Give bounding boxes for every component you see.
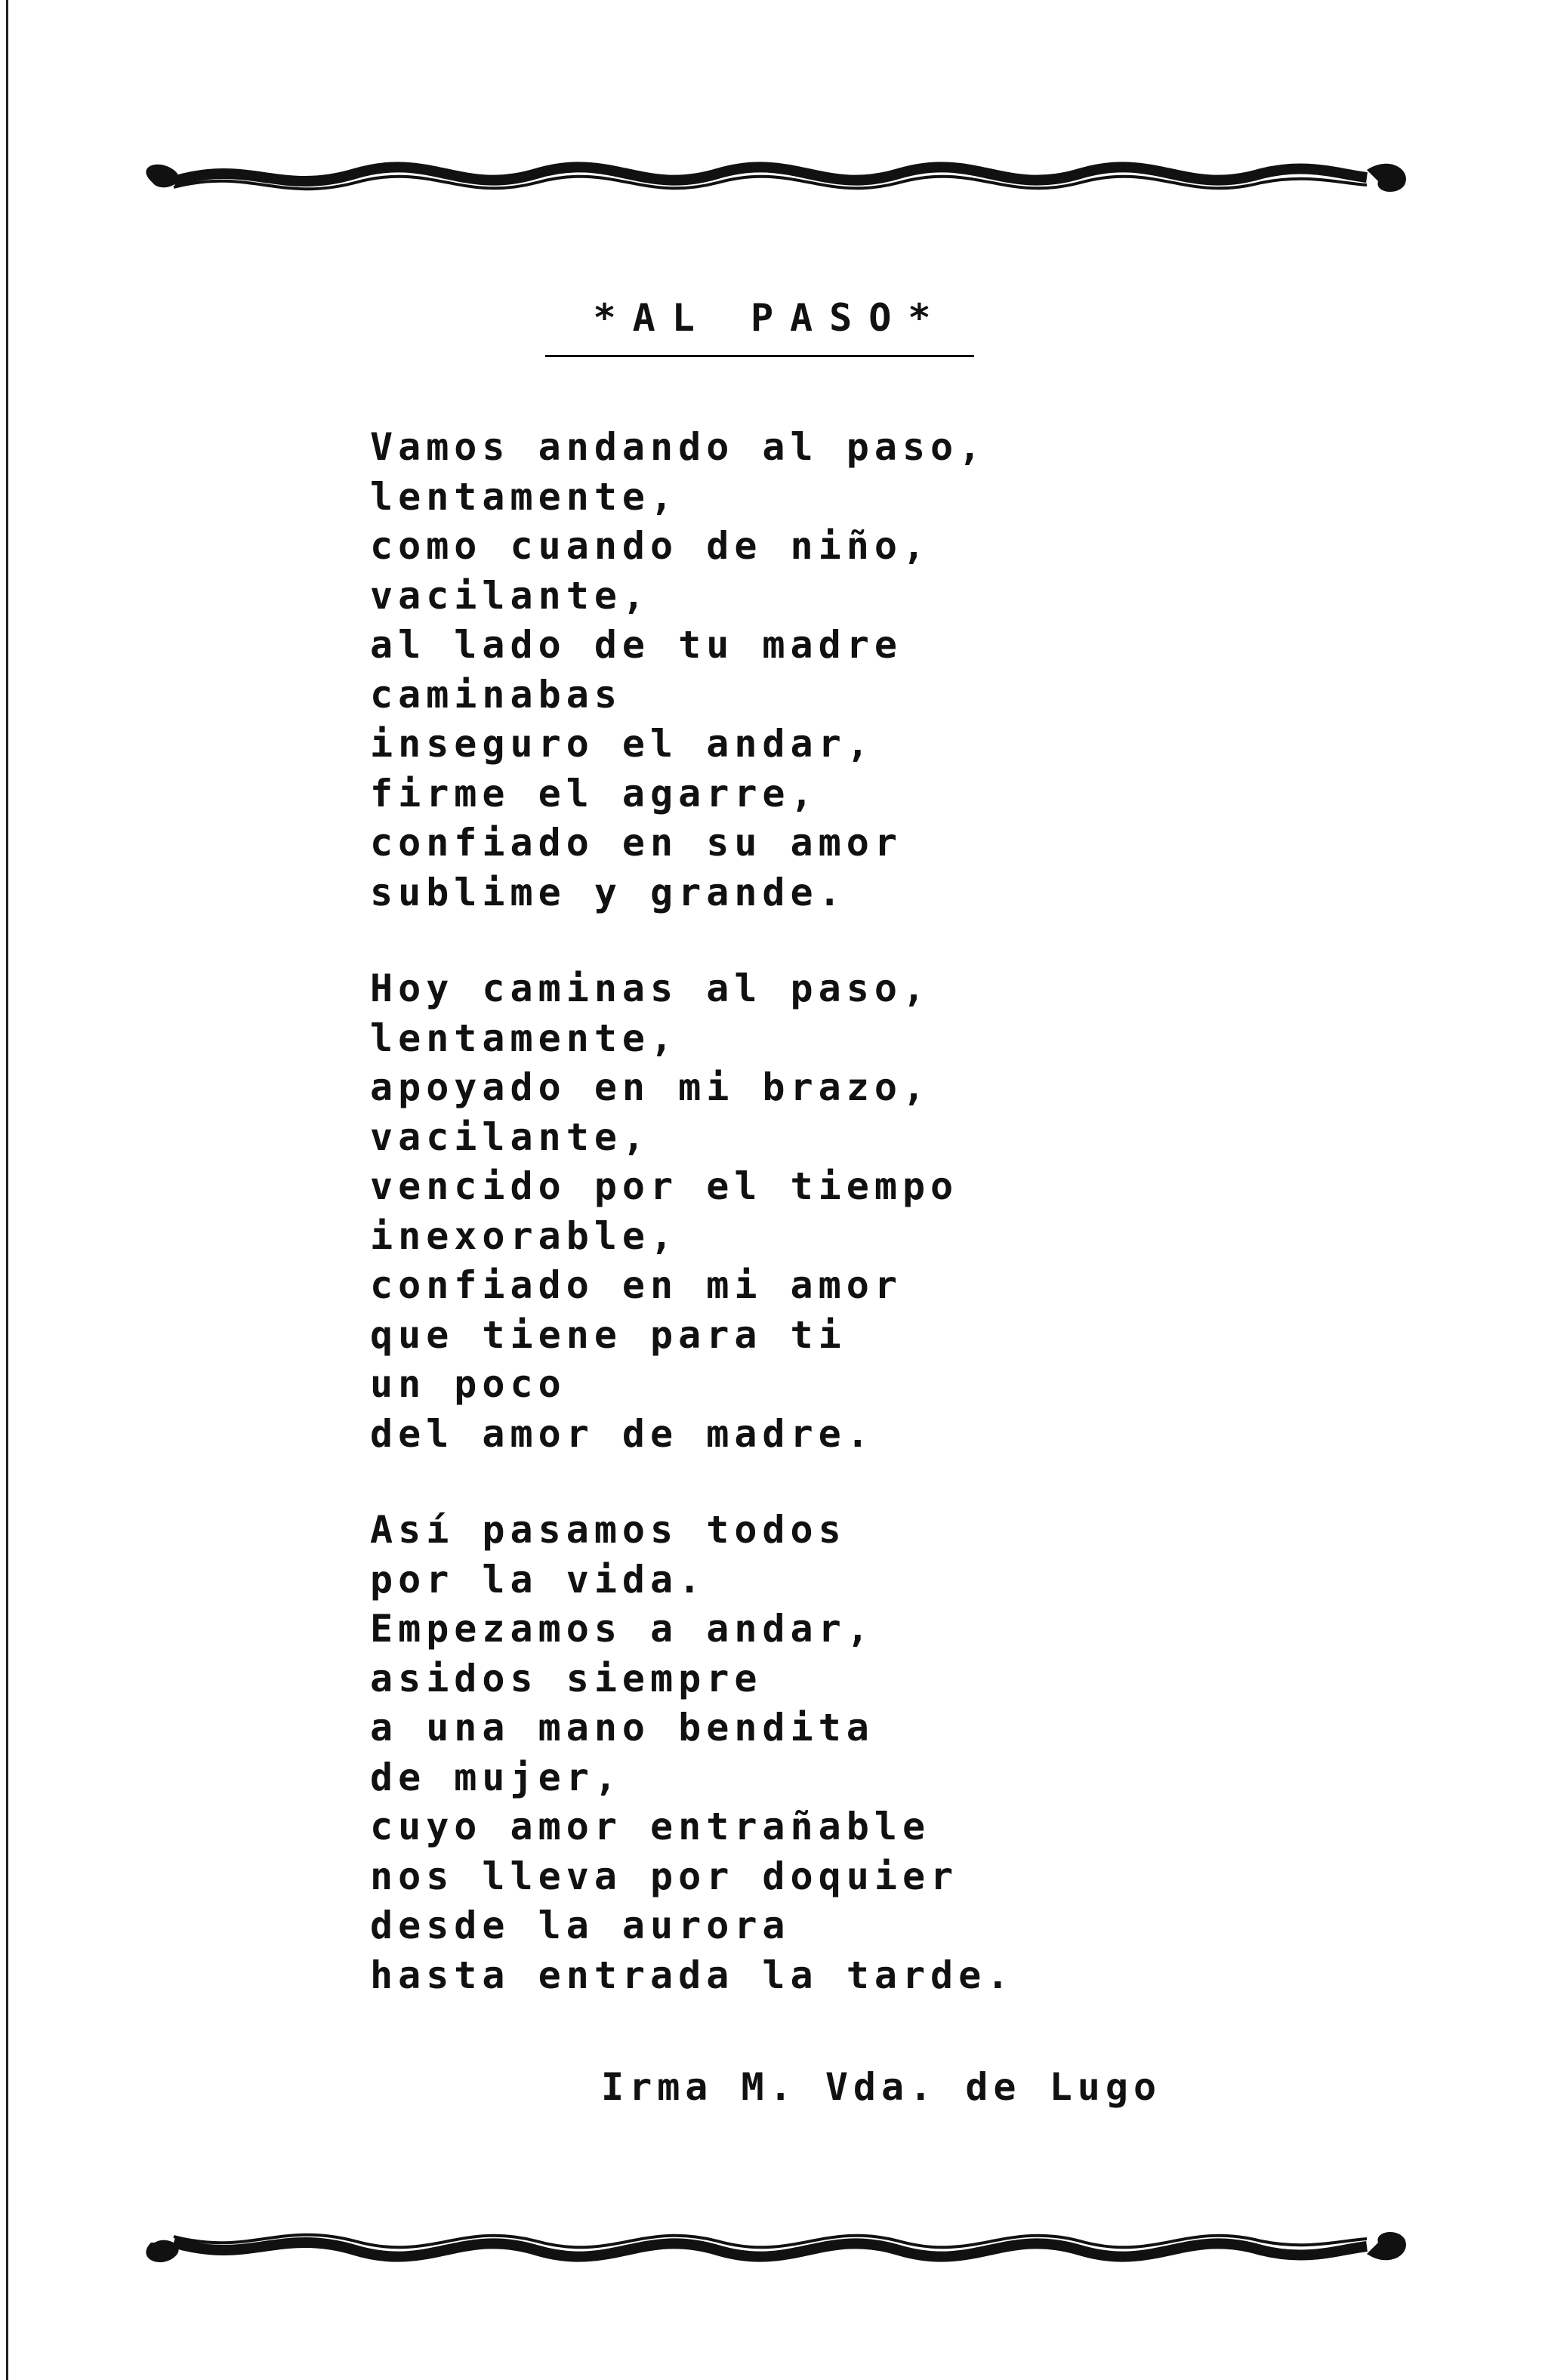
poem-line: Empezamos a andar,: [370, 1607, 874, 1651]
stanza-1: [370, 423, 1465, 917]
poem-line: lentamente,: [370, 474, 679, 519]
poem-line: firme el agarre,: [370, 771, 819, 815]
stanza-3: [370, 1506, 1465, 2000]
poem-line: que tiene para ti: [370, 1312, 847, 1357]
poem-line: a una mano bendita: [370, 1706, 874, 1750]
poem-line: hasta entrada la tarde.: [370, 1953, 1015, 1997]
poem-line: vencido por el tiempo: [370, 1164, 959, 1208]
poem-line: confiado en mi amor: [370, 1263, 902, 1307]
poem-line: desde la aurora: [370, 1904, 791, 1947]
poem-line: un poco: [370, 1362, 566, 1406]
poem-line: apoyado en mi brazo,: [370, 1065, 931, 1109]
poem-line: al lado de tu madre: [370, 623, 902, 667]
poem-line: Vamos andando al paso,: [370, 425, 987, 469]
stanza-2: [370, 964, 1465, 1459]
poem-line: vacilante,: [370, 573, 651, 618]
author-signature: Irma M. Vda. de Lugo: [601, 2065, 1162, 2109]
page-edge: [6, 0, 8, 2380]
poem-line: Hoy caminas al paso,: [370, 966, 931, 1010]
bottom-ornament-border-icon: [128, 2220, 1412, 2273]
poem-line: nos lleva por doquier: [370, 1854, 959, 1898]
poem-line: por la vida.: [370, 1557, 707, 1602]
top-ornament-border-icon: [128, 151, 1412, 204]
poem-line: de mujer,: [370, 1755, 622, 1799]
poem-line: inseguro el andar,: [370, 722, 874, 766]
poem-line: inexorable,: [370, 1213, 679, 1258]
poem-line: lentamente,: [370, 1016, 679, 1060]
poem-line: Así pasamos todos: [370, 1508, 847, 1552]
title-underline: [545, 355, 974, 357]
poem-line: sublime y grande.: [370, 870, 847, 914]
poem-line: caminabas: [370, 672, 622, 717]
poem-line: como cuando de niño,: [370, 524, 931, 568]
poem-body: [370, 423, 1465, 2047]
poem-line: del amor de madre.: [370, 1411, 874, 1456]
poem-line: cuyo amor entrañable: [370, 1805, 931, 1848]
poem-line: confiado en su amor: [370, 821, 902, 865]
poem-line: vacilante,: [370, 1114, 651, 1159]
poem-line: asidos siempre: [370, 1656, 763, 1700]
poem-title: *AL PASO*: [593, 296, 948, 340]
